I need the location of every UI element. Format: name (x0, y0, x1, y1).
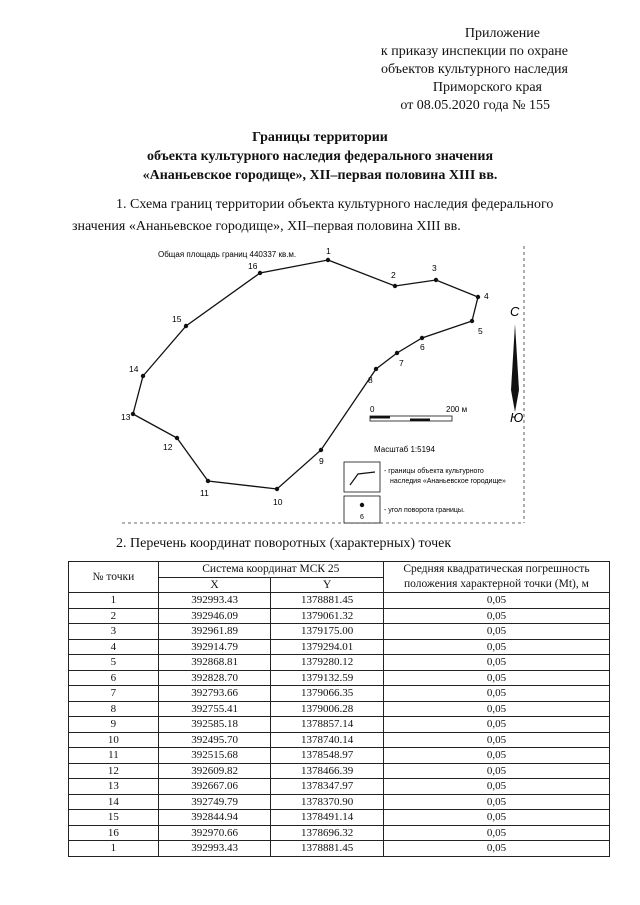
turning-point (258, 271, 262, 275)
turning-point-label: 14 (129, 364, 139, 374)
table-row (69, 655, 610, 671)
cell-point: 7 (69, 686, 159, 702)
cell-y: 1379175.00 (271, 624, 384, 640)
turning-point-label: 12 (163, 442, 173, 452)
legend-point-num: 6 (360, 514, 364, 521)
scale-bar-segment (410, 419, 430, 422)
table-row (69, 639, 610, 655)
turning-point-label: 8 (368, 375, 373, 385)
cell-error: 0,05 (383, 639, 609, 655)
scale-bar-segment (370, 416, 390, 419)
turning-point (476, 295, 480, 299)
legend-point-sample (360, 503, 364, 507)
cell-point: 2 (69, 608, 159, 624)
cell-error: 0,05 (383, 686, 609, 702)
cell-error: 0,05 (383, 701, 609, 717)
title-line: Границы территории (252, 130, 388, 145)
cell-error: 0,05 (383, 655, 609, 671)
turning-point-label: 11 (200, 488, 209, 498)
coordinates-table (68, 561, 610, 857)
col-point: № точки (69, 562, 159, 593)
header-line: от 08.05.2020 года № 155 (400, 98, 550, 113)
cell-point: 5 (69, 655, 159, 671)
table-row (69, 732, 610, 748)
table-row (69, 686, 610, 702)
legend-line-box (344, 462, 380, 492)
cell-y: 1379280.12 (271, 655, 384, 671)
cell-x: 392755.41 (158, 701, 271, 717)
turning-point (374, 367, 378, 371)
cell-y: 1378370.90 (271, 794, 384, 810)
col-system: Система координат МСК 25 (158, 562, 383, 578)
cell-x: 392495.70 (158, 732, 271, 748)
cell-error: 0,05 (383, 717, 609, 733)
scale-end: 200 м (446, 405, 468, 414)
table-row (69, 810, 610, 826)
turning-point (326, 258, 330, 262)
cell-y: 1378857.14 (271, 717, 384, 733)
title-line: «Ананьевское городище», XII–первая половина XIII вв. (142, 168, 498, 183)
cell-y: 1378347.97 (271, 779, 384, 795)
cell-point: 16 (69, 825, 159, 841)
turning-point (470, 319, 474, 323)
scale-zero: 0 (370, 405, 375, 414)
cell-x: 392961.89 (158, 624, 271, 640)
table-row (69, 748, 610, 764)
turning-point (395, 351, 399, 355)
header-line: к приказу инспекции по охране (380, 44, 568, 59)
cell-x: 392609.82 (158, 763, 271, 779)
turning-point-label: 10 (273, 497, 283, 507)
cell-x: 392667.06 (158, 779, 271, 795)
cell-point: 14 (69, 794, 159, 810)
cell-error: 0,05 (383, 779, 609, 795)
turning-point-label: 6 (420, 342, 425, 352)
turning-point-label: 1 (326, 246, 331, 256)
boundary-scheme (112, 240, 532, 530)
turning-point (184, 324, 188, 328)
scale-text: Масштаб 1:5194 (374, 445, 435, 454)
north-arrow-icon (511, 324, 519, 412)
cell-x: 392946.09 (158, 608, 271, 624)
cell-point: 13 (69, 779, 159, 795)
table-row (69, 593, 610, 609)
table-row (69, 794, 610, 810)
header-line: объектов культурного наследия (380, 62, 568, 77)
cell-point: 1 (69, 593, 159, 609)
cell-x: 392515.68 (158, 748, 271, 764)
table-row (69, 779, 610, 795)
cell-y: 1378466.39 (271, 763, 384, 779)
turning-point-label: 2 (391, 270, 396, 280)
cell-x: 392828.70 (158, 670, 271, 686)
table-row (69, 670, 610, 686)
cell-point: 4 (69, 639, 159, 655)
cell-error: 0,05 (383, 748, 609, 764)
table-header-row (69, 562, 610, 578)
turning-point-label: 9 (319, 456, 324, 466)
table-row (69, 841, 610, 857)
turning-point (319, 448, 323, 452)
cell-error: 0,05 (383, 624, 609, 640)
col-error: Средняя квадратическая погрешность положения характерной точки (Mt), м (383, 562, 609, 593)
cell-error: 0,05 (383, 608, 609, 624)
cell-point: 6 (69, 670, 159, 686)
cell-error: 0,05 (383, 732, 609, 748)
col-x: X (158, 577, 271, 593)
turning-point (131, 412, 135, 416)
cell-x: 392844.94 (158, 810, 271, 826)
cell-error: 0,05 (383, 593, 609, 609)
cell-point: 9 (69, 717, 159, 733)
table-row (69, 717, 610, 733)
north-label: С (510, 304, 520, 319)
legend-point-text: - угол поворота границы. (384, 507, 465, 514)
cell-error: 0,05 (383, 841, 609, 857)
cell-error: 0,05 (383, 794, 609, 810)
turning-point (275, 487, 279, 491)
legend-line-text: - границы объекта культурного наследия «Ананьевское городище» (384, 468, 506, 485)
cell-x: 392868.81 (158, 655, 271, 671)
cell-x: 392993.43 (158, 593, 271, 609)
turning-point-label: 15 (172, 314, 182, 324)
turning-point-label: 13 (121, 412, 131, 422)
area-label: Общая площадь границ 440337 кв.м. (158, 250, 297, 259)
turning-point (141, 374, 145, 378)
cell-y: 1379006.28 (271, 701, 384, 717)
south-label: Ю (510, 410, 524, 425)
cell-error: 0,05 (383, 670, 609, 686)
turning-point-label: 3 (432, 263, 437, 273)
turning-point (175, 436, 179, 440)
cell-y: 1379294.01 (271, 639, 384, 655)
cell-x: 392914.79 (158, 639, 271, 655)
cell-y: 1379132.59 (271, 670, 384, 686)
col-y: Y (271, 577, 384, 593)
cell-x: 392793.66 (158, 686, 271, 702)
table-body (69, 593, 610, 857)
cell-x: 392970.66 (158, 825, 271, 841)
cell-error: 0,05 (383, 763, 609, 779)
cell-point: 10 (69, 732, 159, 748)
cell-x: 392585.18 (158, 717, 271, 733)
section-1-heading: 1. Схема границ территории объекта культурного наследия федерального значения «Ананьевское городище», XII–первая половина XIII вв. (72, 197, 554, 234)
turning-point (434, 278, 438, 282)
turning-point-label: 16 (248, 261, 258, 271)
cell-y: 1379066.35 (271, 686, 384, 702)
turning-point (420, 336, 424, 340)
boundary-line (133, 260, 478, 489)
cell-y: 1379061.32 (271, 608, 384, 624)
cell-x: 392993.43 (158, 841, 271, 857)
table-row (69, 701, 610, 717)
cell-y: 1378740.14 (271, 732, 384, 748)
turning-point (393, 284, 397, 288)
table-row (69, 624, 610, 640)
table-row (69, 608, 610, 624)
turning-point-label: 4 (484, 291, 489, 301)
table-row (69, 825, 610, 841)
cell-y: 1378491.14 (271, 810, 384, 826)
section-2-heading: 2. Перечень координат поворотных (характерных) точек (116, 536, 452, 551)
turning-point-label: 5 (478, 326, 483, 336)
cell-point: 3 (69, 624, 159, 640)
header-line: Приложение (464, 26, 540, 41)
cell-point: 12 (69, 763, 159, 779)
turning-point (206, 479, 210, 483)
cell-point: 11 (69, 748, 159, 764)
cell-point: 8 (69, 701, 159, 717)
header-line: Приморского края (432, 80, 542, 95)
cell-error: 0,05 (383, 810, 609, 826)
cell-y: 1378881.45 (271, 593, 384, 609)
title-line: объекта культурного наследия федерального значения (146, 149, 494, 164)
table-row (69, 763, 610, 779)
cell-point: 15 (69, 810, 159, 826)
turning-point-label: 7 (399, 358, 404, 368)
cell-x: 392749.79 (158, 794, 271, 810)
cell-point: 1 (69, 841, 159, 857)
cell-error: 0,05 (383, 825, 609, 841)
cell-y: 1378881.45 (271, 841, 384, 857)
cell-y: 1378696.32 (271, 825, 384, 841)
cell-y: 1378548.97 (271, 748, 384, 764)
